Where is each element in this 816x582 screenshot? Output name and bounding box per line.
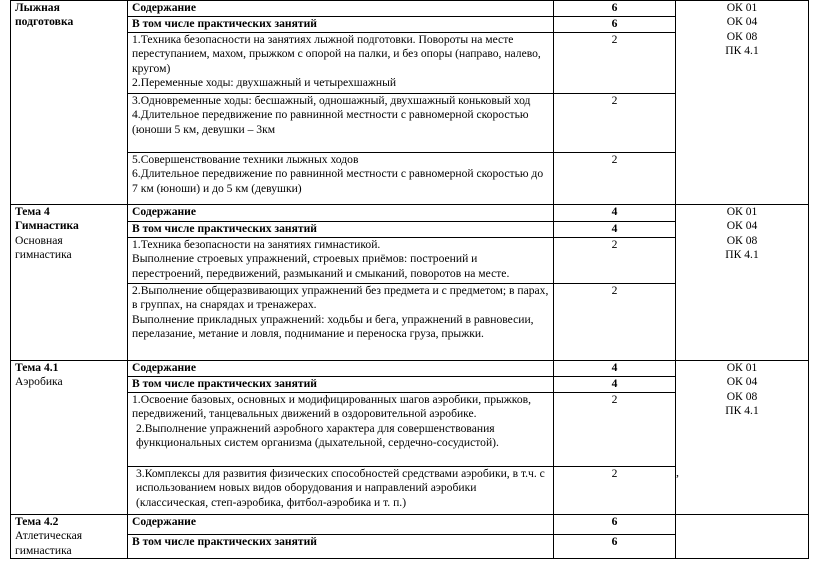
competency-code: ОК 04 bbox=[726, 219, 758, 233]
lesson-content bbox=[128, 153, 554, 205]
competency-code: ОК 08 bbox=[726, 29, 758, 43]
lesson-line: Выполнение строевых упражнений, строевых приёмов: построений и перестроений, передвижений, размыканий и смыканий, поворотов на месте. bbox=[132, 252, 510, 280]
lesson-content bbox=[128, 467, 554, 515]
lesson-line: 2.Выполнение общеразвивающих упражнений без предмета и с предметом; в парах, в группах, на снарядах и тренажерах. bbox=[132, 284, 549, 312]
topic-subtitle: гимнастика bbox=[15, 248, 72, 262]
hours-value: 6 bbox=[554, 515, 676, 535]
lesson-line: Выполнение прикладных упражнений: ходьбы и бега, упражнений в равновесии, перелазание, метание и ловля, поднимание и переноска груза, прыжки. bbox=[132, 312, 534, 341]
lesson-content bbox=[128, 33, 554, 94]
hours-value: 4 bbox=[554, 222, 676, 238]
content-label: Содержание bbox=[128, 1, 554, 17]
hours-value: 4 bbox=[554, 361, 676, 377]
hours-value: 2 bbox=[554, 393, 676, 467]
table-row bbox=[11, 361, 809, 377]
topic-title: Гимнастика bbox=[15, 219, 79, 233]
table-row bbox=[11, 515, 809, 535]
lesson-content bbox=[128, 284, 554, 361]
hours-value: 6 bbox=[554, 1, 676, 17]
competencies-cell bbox=[676, 1, 809, 205]
content-label: Содержание bbox=[128, 515, 554, 535]
topic-title: Лыжная bbox=[15, 1, 60, 14]
table-row bbox=[11, 1, 809, 17]
competency-code: ПК 4.1 bbox=[725, 404, 759, 418]
competency-code: ОК 04 bbox=[726, 15, 758, 29]
competency-code: ОК 01 bbox=[726, 1, 758, 14]
content-label: Содержание bbox=[128, 361, 554, 377]
competency-code: ОК 08 bbox=[726, 389, 758, 403]
hours-value: 4 bbox=[554, 205, 676, 222]
hours-value: 2 bbox=[554, 33, 676, 94]
lesson-content bbox=[128, 238, 554, 284]
stray-comma: , bbox=[676, 465, 679, 479]
topic-subtitle: Аэробика bbox=[15, 375, 63, 389]
competency-code: ПК 4.1 bbox=[725, 248, 759, 262]
topic-title: подготовка bbox=[15, 15, 74, 29]
competencies-cell bbox=[676, 361, 809, 515]
competency-code: ПК 4.1 bbox=[725, 44, 759, 58]
topic-title: Тема 4 bbox=[15, 205, 50, 218]
topic-cell bbox=[11, 361, 128, 515]
practice-label: В том числе практических занятий bbox=[128, 222, 554, 238]
lesson-line: 1.Техника безопасности на занятиях гимнастикой. bbox=[132, 238, 381, 251]
lesson-line: 3.Одновременные ходы: бесшажный, одношажный, двухшажный коньковый ход bbox=[132, 94, 531, 107]
topic-title: Тема 4.2 bbox=[15, 515, 59, 528]
competency-code: ОК 01 bbox=[726, 361, 758, 374]
competencies-cell bbox=[676, 205, 809, 361]
practice-label: В том числе практических занятий bbox=[128, 377, 554, 393]
topic-cell bbox=[11, 515, 128, 559]
competency-code: ОК 01 bbox=[726, 205, 758, 218]
competency-code: ОК 08 bbox=[726, 233, 758, 247]
lesson-line: 2.Выполнение упражнений аэробного характера для совершенствования функциональных систем организма (дыхательной, сердечно-сосудистой). bbox=[136, 421, 499, 450]
competency-code: ОК 04 bbox=[726, 375, 758, 389]
hours-value: 4 bbox=[554, 377, 676, 393]
lesson-content bbox=[128, 94, 554, 153]
topic-cell bbox=[11, 205, 128, 361]
practice-label: В том числе практических занятий bbox=[128, 534, 554, 559]
practice-label: В том числе практических занятий bbox=[128, 17, 554, 33]
lesson-line: 1.Освоение базовых, основных и модифицированных шагов аэробики, прыжков, передвижений, танцевальных движений в оздоровительной аэробике. bbox=[132, 393, 532, 421]
lesson-line: 5.Совершенствование техники лыжных ходов bbox=[132, 153, 359, 166]
hours-value: 2 bbox=[554, 284, 676, 361]
lesson-line: 3.Комплексы для развития физических способностей средствами аэробики, в т.ч. с использованием новых видов оборудования и направлений аэробики (классическая, степ-аэробика, фитбол-аэробика и т. п.) bbox=[136, 467, 545, 509]
lesson-line: 4.Длительное передвижение по равнинной местности с равномерной скоростью (юноши 5 км, девушки – 3км bbox=[132, 108, 529, 136]
hours-value: 2 bbox=[554, 153, 676, 205]
topic-subtitle: Атлетическая bbox=[15, 529, 83, 543]
competencies-cell bbox=[676, 515, 809, 559]
hours-value: 2 bbox=[554, 238, 676, 284]
lesson-line: 2.Переменные ходы: двухшажный и четырехшажный bbox=[132, 76, 397, 90]
hours-value: 2 bbox=[554, 94, 676, 153]
topic-subtitle: гимнастика bbox=[15, 543, 72, 557]
topic-subtitle: Основная bbox=[15, 233, 63, 247]
topic-title: Тема 4.1 bbox=[15, 361, 59, 374]
content-label: Содержание bbox=[128, 205, 554, 222]
table-row bbox=[11, 205, 809, 222]
hours-value: 6 bbox=[554, 17, 676, 33]
hours-value: 6 bbox=[554, 534, 676, 559]
lesson-content bbox=[128, 393, 554, 467]
hours-value: 2 bbox=[554, 467, 676, 515]
lesson-line: 1.Техника безопасности на занятиях лыжной подготовки. Повороты на месте переступанием, махом, прыжком с опорой на палки, и без опоры (направо, налево, кругом) bbox=[132, 33, 541, 75]
curriculum-table bbox=[10, 0, 809, 559]
lesson-line: 6.Длительное передвижение по равнинной местности с равномерной скоростью до 7 км (юноши) и до 5 км (девушки) bbox=[132, 167, 544, 195]
topic-cell bbox=[11, 1, 128, 205]
